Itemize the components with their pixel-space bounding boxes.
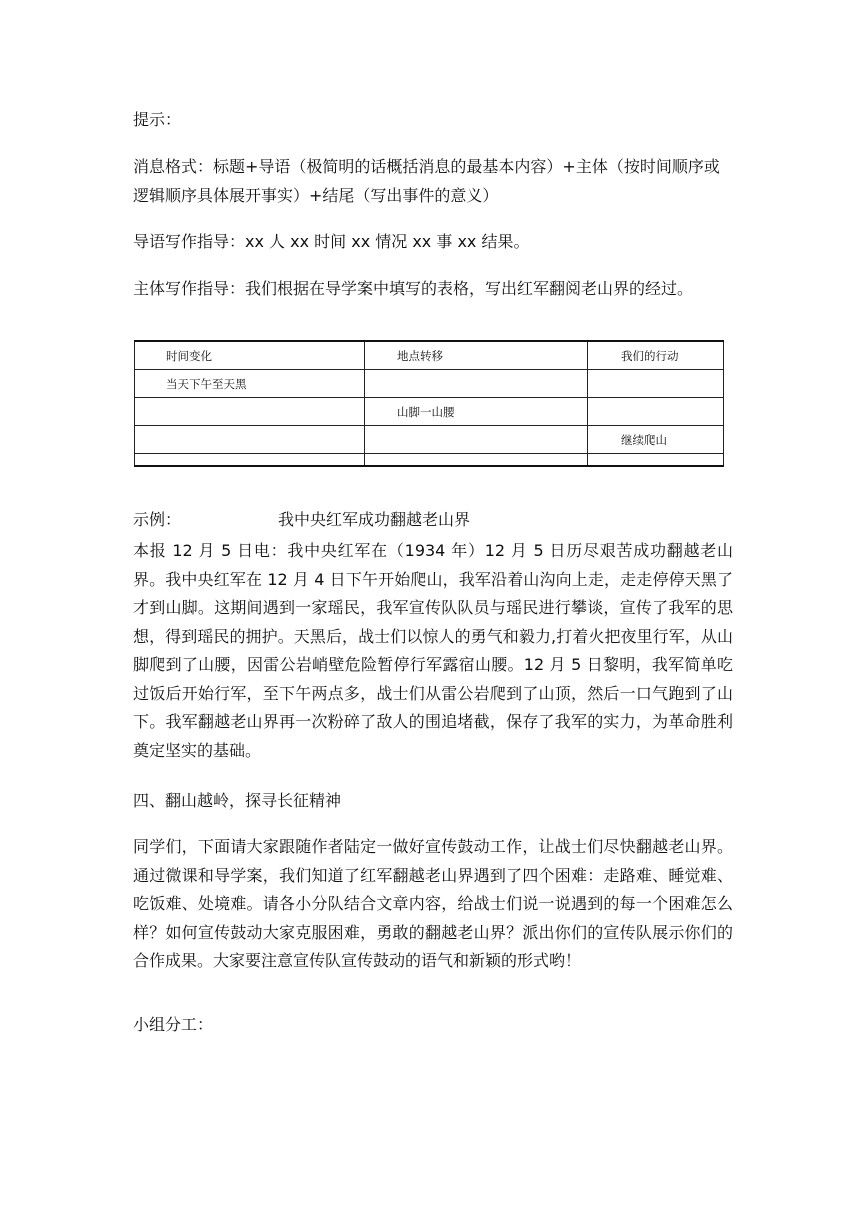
table-row	[135, 426, 724, 454]
table-header-place: 地点转移	[365, 341, 588, 370]
example-report-text: 本报 12 月 5 日电：我中央红军在（1934 年）12 月 5 日历尽艰苦成功翻越老山界。我中央红军在 12 月 4 日下午开始爬山，我军沿着山沟向上走，走走停停天黑了才到山脚。这期间遇到一家瑶民，我军宣传队队员与瑶民进行攀谈，宣传了我军的思想，得到瑶民的拥护。天黑后，战士们以惊人的勇气和毅力,打着火把夜里行军，从山脚爬到了山腰，因雷公岩峭壁危险暂停行军露宿山腰。12 月 5 日黎明，我军简单吃过饭后开始行军，至下午两点多，战士们从雷公岩爬到了山顶，然后一口气跑到了山下。我军翻越老山界再一次粉碎了敌人的围追堵截，保存了我军的实力，为革命胜利奠定坚实的基础。	[133, 541, 733, 760]
table-cell	[588, 398, 724, 426]
table-row	[135, 398, 724, 426]
example-heading	[133, 506, 733, 535]
table-cell	[365, 370, 588, 398]
journey-table	[134, 340, 724, 467]
section-title: 四、翻山越岭，探寻长征精神	[133, 791, 342, 810]
hint-label: 提示：	[133, 110, 182, 129]
news-format-text: 消息格式：标题+导语（极简明的话概括消息的最基本内容）+主体（按时间顺序或逻辑顺序具体展开事实）+结尾（写出事件的意义）	[133, 157, 720, 205]
group-division-label: 小组分工：	[133, 1015, 214, 1034]
table-header-time: 时间变化	[135, 341, 365, 370]
table-header-action: 我们的行动	[588, 341, 724, 370]
example-title: 我中央红军成功翻越老山界	[278, 510, 471, 529]
body-guide-text: 主体写作指导：我们根据在导学案中填写的表格，写出红军翻阅老山界的经过。	[133, 279, 694, 298]
table-header-row	[135, 341, 724, 370]
table-cell	[135, 426, 365, 454]
task-instructions-text: 同学们，下面请大家跟随作者陆定一做好宣传鼓动工作，让战士们尽快翻越老山界。 通过微课和导学案，我们知道了红军翻越老山界遇到了四个困难：走路难、睡觉难、吃饭难、处境难。请各小分队结合文章内容，给战士们说一说遇到的每一个困难怎么样？如何宣传鼓动大家克服困难，勇敢的翻越老山界？派出你们的宣传队展示你们的合作成果。大家要注意宣传队宣传鼓动的语气和新颖的形式哟！	[133, 837, 733, 970]
table-cell: 山脚一山腰	[365, 398, 588, 426]
table-cell	[588, 370, 724, 398]
table-cell	[365, 426, 588, 454]
table-cell	[365, 454, 588, 467]
table-cell	[135, 454, 365, 467]
table-cell	[588, 454, 724, 467]
table-cell: 继续爬山	[588, 426, 724, 454]
table-cell: 当天下午至天黑	[135, 370, 365, 398]
lead-guide-text: 导语写作指导：xx 人 xx 时间 xx 情况 xx 事 xx 结果。	[133, 232, 530, 251]
table-row	[135, 454, 724, 467]
table-cell	[135, 398, 365, 426]
example-label: 示例：	[133, 510, 182, 529]
table-row	[135, 370, 724, 398]
